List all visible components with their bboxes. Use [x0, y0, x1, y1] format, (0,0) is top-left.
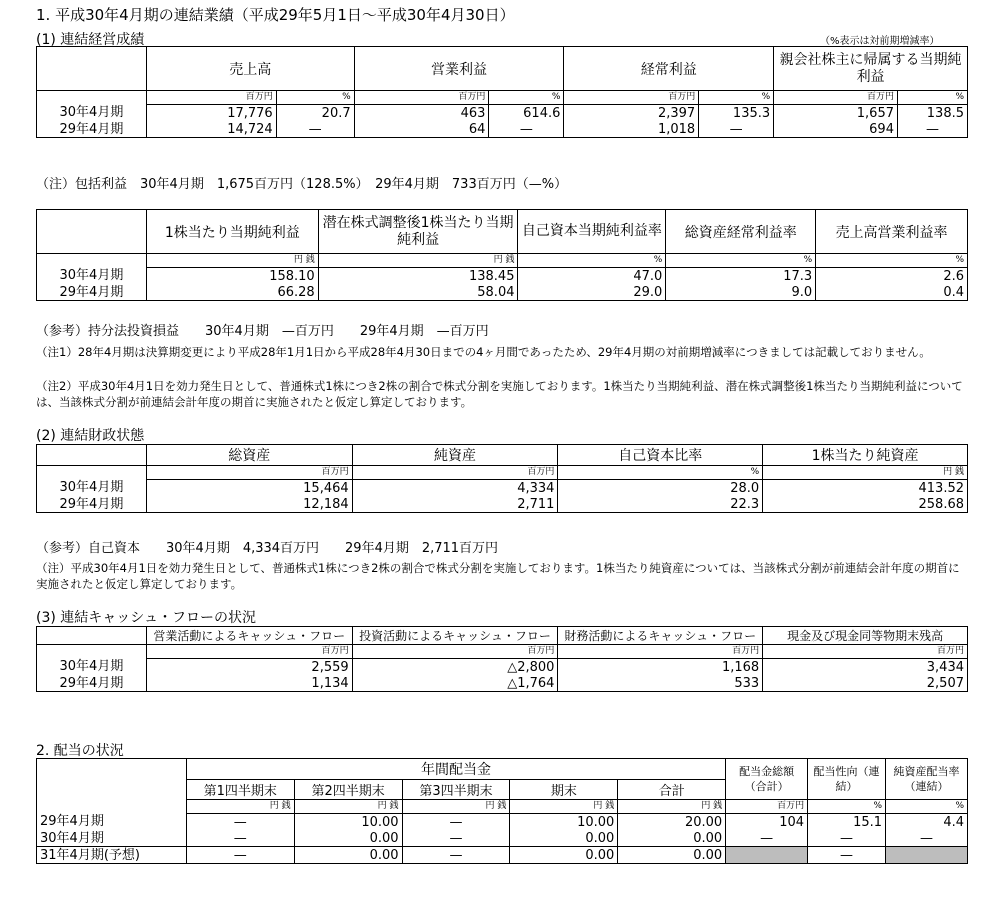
cell: — — [489, 121, 564, 138]
row-label: 29年4月期 — [37, 284, 147, 301]
section-heading-operating-results: (1) 連結経営成績 — [36, 32, 145, 48]
cell: 2,507 — [763, 675, 968, 692]
cell: 15,464 — [146, 480, 352, 497]
change-rate-note: （%表示は対前期増減率） — [820, 36, 940, 47]
row-label: 30年4月期 — [37, 830, 187, 847]
cell: 58.04 — [318, 284, 518, 301]
header-net-income: 親会社株主に帰属する当期純利益 — [774, 47, 968, 91]
header-blank — [37, 627, 147, 645]
cell: 1,657 — [774, 105, 898, 122]
cell: 28.0 — [558, 480, 763, 497]
unit: 円 銭 — [146, 254, 318, 268]
cell: 463 — [354, 105, 489, 122]
section-heading-dividends: 2. 配当の状況 — [36, 743, 124, 759]
footnote-financial: （注）平成30年4月1日を効力発生日として、普通株式1株につき2株の割合で株式分割を実施しております。1株当たり純資産については、当該株式分割が前連結会計年度の期首に実施されたと仮定し算定しております。 — [36, 561, 960, 591]
cell: 3,434 — [763, 659, 968, 676]
cell: 413.52 — [763, 480, 968, 497]
unit: % — [699, 91, 774, 105]
header-sales: 売上高 — [146, 47, 354, 91]
cell: 0.00 — [618, 830, 726, 847]
unit: 百万円 — [763, 645, 968, 659]
table-row — [37, 659, 968, 676]
unit: % — [276, 91, 354, 105]
row-label: 30年4月期 — [37, 268, 147, 285]
cell: — — [699, 121, 774, 138]
header-payout-ratio: 配当性向（連結） — [808, 759, 886, 800]
unit: 円 銭 — [510, 800, 618, 814]
unit: % — [886, 800, 968, 814]
cash-flow-table — [36, 626, 968, 692]
cell: 104 — [726, 814, 808, 831]
cell: 0.00 — [618, 847, 726, 864]
equity-ref: （参考）自己資本 30年4月期 4,334百万円 29年4月期 2,711百万円 — [36, 541, 499, 556]
cell: 10.00 — [294, 814, 402, 831]
table-row — [37, 480, 968, 497]
cell: 47.0 — [518, 268, 666, 285]
cell: 138.5 — [897, 105, 967, 122]
cell: 4,334 — [352, 480, 558, 497]
cell: 1,134 — [146, 675, 352, 692]
operating-results-table — [36, 46, 968, 138]
unit: 百万円 — [146, 91, 276, 105]
header-financing-cf: 財務活動によるキャッシュ・フロー — [558, 627, 763, 645]
header-net-assets: 純資産 — [352, 445, 558, 466]
cell: 158.10 — [146, 268, 318, 285]
unit: 円 銭 — [186, 800, 294, 814]
header-diluted-eps: 潜在株式調整後1株当たり当期純利益 — [318, 210, 518, 254]
unit: % — [816, 254, 968, 268]
row-label: 30年4月期 — [37, 480, 147, 497]
table-row — [37, 847, 968, 864]
cell: 0.00 — [510, 830, 618, 847]
header-operating-margin: 売上高営業利益率 — [816, 210, 968, 254]
cell: 20.00 — [618, 814, 726, 831]
table-row — [37, 496, 968, 513]
cell: 0.00 — [294, 847, 402, 864]
header-q1: 第1四半期末 — [186, 780, 294, 800]
header-equity-ratio: 自己資本比率 — [558, 445, 763, 466]
cell: 1,168 — [558, 659, 763, 676]
unit: 百万円 — [352, 466, 558, 480]
cell: 2.6 — [816, 268, 968, 285]
row-label: 29年4月期 — [37, 121, 147, 138]
cell: 0.00 — [510, 847, 618, 864]
footnote-1: （注1）28年4月期は決算期変更により平成28年1月1日から平成28年4月30日までの4ヶ月間であったため、29年4月期の対前期増減率につきましては記載しておりません。 — [36, 345, 931, 359]
unit: % — [897, 91, 967, 105]
table-row — [37, 830, 968, 847]
cell: 17,776 — [146, 105, 276, 122]
cell: 2,397 — [564, 105, 699, 122]
equity-method-ref: （参考）持分法投資損益 30年4月期 —百万円 29年4月期 —百万円 — [36, 324, 489, 339]
cell: 0.00 — [294, 830, 402, 847]
header-blank — [37, 759, 187, 800]
cell: 10.00 — [510, 814, 618, 831]
cell: 2,559 — [146, 659, 352, 676]
cell: — — [726, 830, 808, 847]
header-investing-cf: 投資活動によるキャッシュ・フロー — [352, 627, 558, 645]
page-title: 1. 平成30年4月期の連結業績（平成29年5月1日～平成30年4月30日） — [36, 6, 515, 24]
cell: — — [402, 814, 510, 831]
table-row — [37, 814, 968, 831]
cell: 258.68 — [763, 496, 968, 513]
cell: — — [402, 830, 510, 847]
header-operating-cf: 営業活動によるキャッシュ・フロー — [146, 627, 352, 645]
unit: 円 銭 — [618, 800, 726, 814]
header-doe: 純資産配当率（連結） — [886, 759, 968, 800]
unit: 円 銭 — [318, 254, 518, 268]
dividends-table — [36, 758, 968, 864]
unit: % — [489, 91, 564, 105]
cell: 138.45 — [318, 268, 518, 285]
header-total: 合計 — [618, 780, 726, 800]
unit: 百万円 — [354, 91, 489, 105]
cell: △2,800 — [352, 659, 558, 676]
cell: 20.7 — [276, 105, 354, 122]
header-eps: 1株当たり当期純利益 — [146, 210, 318, 254]
cell: — — [808, 847, 886, 864]
cell: 12,184 — [146, 496, 352, 513]
unit-blank — [37, 800, 187, 814]
header-roe: 自己資本当期純利益率 — [518, 210, 666, 254]
cell: 135.3 — [699, 105, 774, 122]
unit-blank — [37, 254, 147, 268]
cell: 17.3 — [666, 268, 816, 285]
unit-blank — [37, 645, 147, 659]
table-row — [37, 284, 968, 301]
unit: 百万円 — [726, 800, 808, 814]
cell: 2,711 — [352, 496, 558, 513]
row-label: 30年4月期 — [37, 105, 147, 122]
section-heading-cash-flow: (3) 連結キャッシュ・フローの状況 — [36, 610, 257, 626]
cell: 64 — [354, 121, 489, 138]
cell-shaded — [886, 847, 968, 864]
cell: — — [886, 830, 968, 847]
table-row — [37, 675, 968, 692]
comprehensive-income-note: （注）包括利益 30年4月期 1,675百万円（128.5%） 29年4月期 733百万円（—%） — [36, 177, 568, 192]
unit: 円 銭 — [294, 800, 402, 814]
header-q3: 第3四半期末 — [402, 780, 510, 800]
footnote-2: （注2）平成30年4月1日を効力発生日として、普通株式1株につき2株の割合で株式分割を実施しております。1株当たり当期純利益、潜在株式調整後1株当たり当期純利益については、当該株式分割が前連結会計年度の期首に実施されたと仮定し算定しております。 — [36, 379, 963, 409]
table-row — [37, 268, 968, 285]
unit: 円 銭 — [763, 466, 968, 480]
unit: % — [558, 466, 763, 480]
header-q2: 第2四半期末 — [294, 780, 402, 800]
header-annual-dividend: 年間配当金 — [186, 759, 725, 780]
table-row — [37, 105, 968, 122]
row-label: 29年4月期 — [37, 675, 147, 692]
header-operating-profit: 営業利益 — [354, 47, 564, 91]
header-bps: 1株当たり純資産 — [763, 445, 968, 466]
cell: — — [186, 814, 294, 831]
header-ordinary-profit: 経常利益 — [564, 47, 774, 91]
cell: 66.28 — [146, 284, 318, 301]
header-blank — [37, 445, 147, 466]
cell-shaded — [726, 847, 808, 864]
unit-blank — [37, 91, 147, 105]
cell: — — [276, 121, 354, 138]
cell: 0.4 — [816, 284, 968, 301]
header-total-dividend: 配当金総額（合計） — [726, 759, 808, 800]
header-blank — [37, 210, 147, 254]
unit: 百万円 — [146, 466, 352, 480]
unit: 百万円 — [558, 645, 763, 659]
header-year-end: 期末 — [510, 780, 618, 800]
header-blank — [37, 47, 147, 91]
cell: 4.4 — [886, 814, 968, 831]
per-share-table — [36, 209, 968, 301]
unit: 百万円 — [774, 91, 898, 105]
row-label: 30年4月期 — [37, 659, 147, 676]
unit: % — [518, 254, 666, 268]
cell: — — [897, 121, 967, 138]
cell: — — [186, 830, 294, 847]
cell: 22.3 — [558, 496, 763, 513]
cell: — — [808, 830, 886, 847]
row-label: 29年4月期 — [37, 814, 187, 831]
header-total-assets: 総資産 — [146, 445, 352, 466]
cell: 14,724 — [146, 121, 276, 138]
row-label: 31年4月期(予想) — [37, 847, 187, 864]
unit-blank — [37, 466, 147, 480]
unit: % — [808, 800, 886, 814]
unit: 百万円 — [352, 645, 558, 659]
financial-position-table — [36, 444, 968, 513]
cell: 533 — [558, 675, 763, 692]
section-heading-financial-position: (2) 連結財政状態 — [36, 428, 145, 444]
cell: — — [402, 847, 510, 864]
cell: △1,764 — [352, 675, 558, 692]
header-roa: 総資産経常利益率 — [666, 210, 816, 254]
cell: 694 — [774, 121, 898, 138]
unit: 百万円 — [146, 645, 352, 659]
cell: — — [186, 847, 294, 864]
cell: 29.0 — [518, 284, 666, 301]
cell: 9.0 — [666, 284, 816, 301]
unit: 円 銭 — [402, 800, 510, 814]
table-row — [37, 121, 968, 138]
unit: % — [666, 254, 816, 268]
row-label: 29年4月期 — [37, 496, 147, 513]
cell: 614.6 — [489, 105, 564, 122]
cell: 1,018 — [564, 121, 699, 138]
header-cash-end: 現金及び現金同等物期末残高 — [763, 627, 968, 645]
cell: 15.1 — [808, 814, 886, 831]
unit: 百万円 — [564, 91, 699, 105]
